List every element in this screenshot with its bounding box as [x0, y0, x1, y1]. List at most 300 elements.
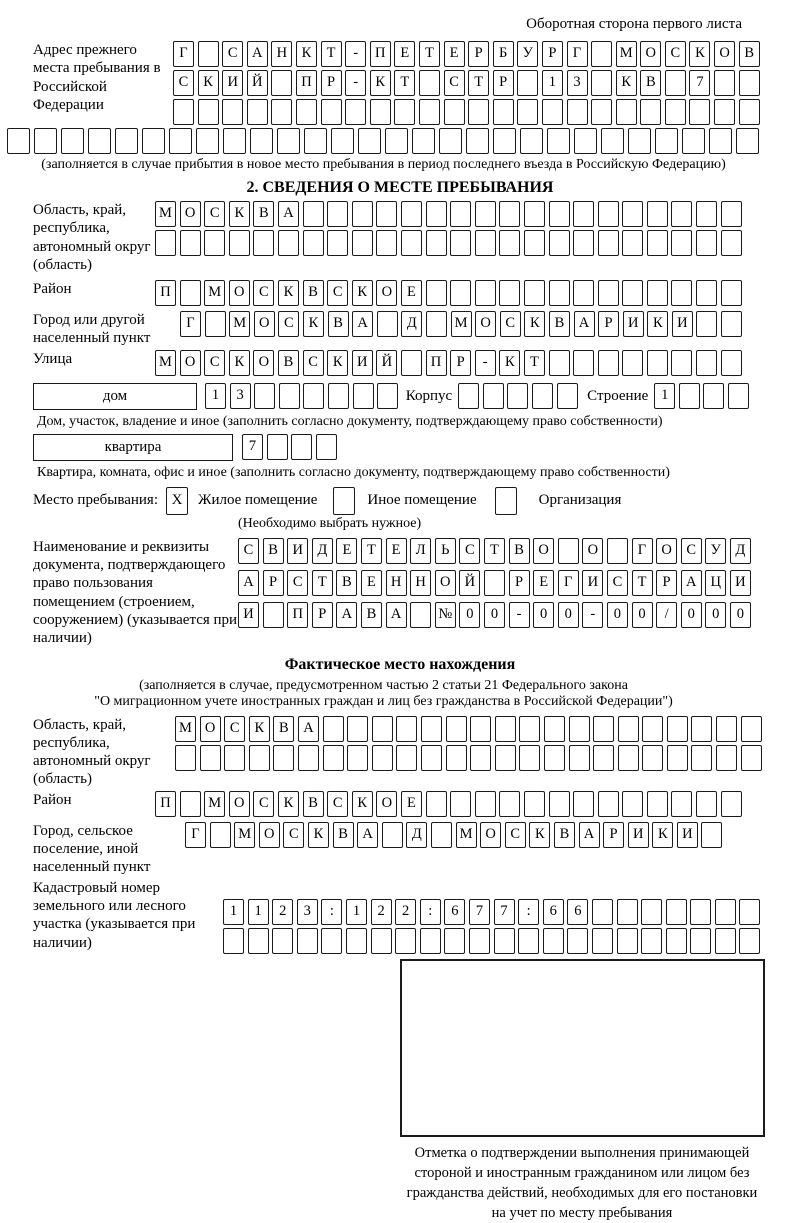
char-cell[interactable]: К — [352, 280, 373, 306]
char-cell[interactable]: С — [681, 538, 702, 564]
char-cell[interactable]: С — [283, 822, 304, 848]
char-cell[interactable]: В — [336, 570, 357, 596]
char-cell[interactable] — [741, 745, 762, 771]
char-cell[interactable]: - — [345, 70, 366, 96]
char-cell[interactable] — [426, 791, 447, 817]
char-cell[interactable]: В — [303, 280, 324, 306]
char-cell[interactable] — [323, 745, 344, 771]
char-cell[interactable]: А — [336, 602, 357, 628]
char-cell[interactable] — [641, 899, 662, 925]
char-cell[interactable] — [739, 928, 760, 954]
char-cell[interactable]: 1 — [654, 383, 675, 409]
char-cell[interactable]: И — [582, 570, 603, 596]
char-cell[interactable]: С — [204, 350, 225, 376]
char-cell[interactable] — [271, 70, 292, 96]
char-cell[interactable] — [655, 128, 678, 154]
char-cell[interactable] — [475, 280, 496, 306]
char-cell[interactable] — [278, 230, 299, 256]
char-cell[interactable]: У — [705, 538, 726, 564]
char-cell[interactable] — [291, 434, 312, 460]
char-cell[interactable]: 1 — [205, 383, 226, 409]
char-cell[interactable]: Г — [185, 822, 206, 848]
char-cell[interactable] — [204, 230, 225, 256]
char-cell[interactable]: И — [730, 570, 751, 596]
char-cell[interactable] — [721, 201, 742, 227]
char-cell[interactable]: 6 — [444, 899, 465, 925]
char-cell[interactable] — [701, 822, 722, 848]
char-cell[interactable] — [7, 128, 30, 154]
char-cell[interactable] — [426, 311, 447, 337]
char-cell[interactable]: А — [278, 201, 299, 227]
char-cell[interactable]: Н — [386, 570, 407, 596]
char-cell[interactable] — [690, 928, 711, 954]
char-cell[interactable]: 0 — [705, 602, 726, 628]
char-cell[interactable]: С — [287, 570, 308, 596]
char-cell[interactable]: Т — [361, 538, 382, 564]
char-cell[interactable] — [671, 791, 692, 817]
char-cell[interactable] — [493, 128, 516, 154]
char-cell[interactable]: Н — [410, 570, 431, 596]
char-cell[interactable] — [483, 383, 504, 409]
checkbox-other-premises[interactable] — [333, 487, 355, 515]
char-cell[interactable]: О — [582, 538, 603, 564]
char-cell[interactable]: Н — [271, 41, 292, 67]
char-cell[interactable] — [376, 201, 397, 227]
char-cell[interactable]: Т — [632, 570, 653, 596]
char-cell[interactable] — [470, 745, 491, 771]
char-cell[interactable] — [709, 128, 732, 154]
char-cell[interactable]: Р — [603, 822, 624, 848]
char-cell[interactable] — [532, 383, 553, 409]
char-cell[interactable] — [475, 201, 496, 227]
char-cell[interactable]: А — [357, 822, 378, 848]
char-cell[interactable] — [569, 745, 590, 771]
char-cell[interactable] — [475, 791, 496, 817]
char-cell[interactable] — [696, 350, 717, 376]
checkbox-residential[interactable]: X — [166, 487, 188, 515]
char-cell[interactable] — [691, 745, 712, 771]
char-cell[interactable] — [622, 201, 643, 227]
char-cell[interactable] — [382, 822, 403, 848]
char-cell[interactable] — [667, 745, 688, 771]
char-cell[interactable] — [524, 791, 545, 817]
char-cell[interactable]: В — [509, 538, 530, 564]
char-cell[interactable]: Д — [312, 538, 333, 564]
char-cell[interactable]: 0 — [533, 602, 554, 628]
char-cell[interactable]: О — [475, 311, 496, 337]
char-cell[interactable] — [421, 745, 442, 771]
char-cell[interactable]: О — [229, 791, 250, 817]
char-cell[interactable] — [573, 230, 594, 256]
char-cell[interactable] — [420, 928, 441, 954]
char-cell[interactable]: Р — [493, 70, 514, 96]
char-cell[interactable]: А — [298, 716, 319, 742]
char-cell[interactable]: К — [370, 70, 391, 96]
char-cell[interactable]: 2 — [395, 899, 416, 925]
char-cell[interactable] — [426, 280, 447, 306]
char-cell[interactable] — [543, 928, 564, 954]
char-cell[interactable] — [484, 570, 505, 596]
char-cell[interactable]: С — [665, 41, 686, 67]
char-cell[interactable]: 1 — [248, 899, 269, 925]
char-cell[interactable]: П — [155, 791, 176, 817]
char-cell[interactable]: 1 — [542, 70, 563, 96]
char-cell[interactable] — [721, 311, 742, 337]
char-cell[interactable] — [347, 745, 368, 771]
char-cell[interactable] — [495, 716, 516, 742]
char-cell[interactable]: В — [273, 716, 294, 742]
char-cell[interactable]: : — [321, 899, 342, 925]
char-cell[interactable]: Р — [468, 41, 489, 67]
char-cell[interactable] — [739, 70, 760, 96]
char-cell[interactable] — [696, 791, 717, 817]
char-cell[interactable]: В — [253, 201, 274, 227]
char-cell[interactable]: К — [652, 822, 673, 848]
char-cell[interactable] — [689, 99, 710, 125]
char-cell[interactable] — [542, 99, 563, 125]
char-cell[interactable]: 6 — [543, 899, 564, 925]
char-cell[interactable] — [696, 311, 717, 337]
char-cell[interactable] — [721, 280, 742, 306]
char-cell[interactable] — [667, 716, 688, 742]
char-cell[interactable] — [327, 201, 348, 227]
char-cell[interactable] — [618, 745, 639, 771]
char-cell[interactable] — [736, 128, 759, 154]
char-cell[interactable]: О — [254, 311, 275, 337]
char-cell[interactable]: Т — [468, 70, 489, 96]
char-cell[interactable] — [88, 128, 111, 154]
char-cell[interactable] — [666, 928, 687, 954]
char-cell[interactable] — [298, 745, 319, 771]
char-cell[interactable]: П — [155, 280, 176, 306]
char-cell[interactable] — [518, 928, 539, 954]
char-cell[interactable]: М — [456, 822, 477, 848]
char-cell[interactable] — [412, 128, 435, 154]
char-cell[interactable] — [358, 128, 381, 154]
char-cell[interactable] — [622, 280, 643, 306]
char-cell[interactable]: Й — [459, 570, 480, 596]
char-cell[interactable] — [544, 745, 565, 771]
char-cell[interactable] — [180, 230, 201, 256]
char-cell[interactable]: М — [204, 791, 225, 817]
char-cell[interactable] — [739, 899, 760, 925]
char-cell[interactable]: - — [345, 41, 366, 67]
char-cell[interactable]: - — [509, 602, 530, 628]
char-cell[interactable]: О — [180, 201, 201, 227]
char-cell[interactable]: К — [308, 822, 329, 848]
char-cell[interactable] — [622, 230, 643, 256]
char-cell[interactable]: Е — [394, 41, 415, 67]
char-cell[interactable] — [250, 128, 273, 154]
char-cell[interactable]: К — [327, 350, 348, 376]
char-cell[interactable]: О — [229, 280, 250, 306]
char-cell[interactable]: Т — [484, 538, 505, 564]
char-cell[interactable]: В — [739, 41, 760, 67]
char-cell[interactable]: Г — [632, 538, 653, 564]
char-cell[interactable] — [229, 230, 250, 256]
char-cell[interactable]: Р — [656, 570, 677, 596]
char-cell[interactable] — [721, 350, 742, 376]
char-cell[interactable] — [331, 128, 354, 154]
char-cell[interactable] — [155, 230, 176, 256]
char-cell[interactable] — [396, 716, 417, 742]
char-cell[interactable] — [395, 928, 416, 954]
char-cell[interactable] — [253, 230, 274, 256]
char-cell[interactable]: О — [435, 570, 456, 596]
char-cell[interactable]: Е — [361, 570, 382, 596]
char-cell[interactable] — [377, 383, 398, 409]
char-cell[interactable]: С — [303, 350, 324, 376]
char-cell[interactable]: С — [224, 716, 245, 742]
char-cell[interactable] — [647, 280, 668, 306]
char-cell[interactable]: В — [278, 350, 299, 376]
char-cell[interactable]: Е — [386, 538, 407, 564]
char-cell[interactable] — [499, 230, 520, 256]
char-cell[interactable] — [517, 70, 538, 96]
char-cell[interactable] — [593, 745, 614, 771]
char-cell[interactable] — [739, 99, 760, 125]
char-cell[interactable] — [591, 41, 612, 67]
char-cell[interactable]: В — [554, 822, 575, 848]
char-cell[interactable]: С — [278, 311, 299, 337]
char-cell[interactable] — [573, 791, 594, 817]
char-cell[interactable] — [401, 201, 422, 227]
char-cell[interactable] — [401, 230, 422, 256]
char-cell[interactable] — [444, 928, 465, 954]
char-cell[interactable] — [210, 822, 231, 848]
char-cell[interactable] — [345, 99, 366, 125]
char-cell[interactable] — [714, 99, 735, 125]
char-cell[interactable]: А — [352, 311, 373, 337]
char-cell[interactable] — [617, 928, 638, 954]
char-cell[interactable] — [470, 716, 491, 742]
char-cell[interactable] — [642, 745, 663, 771]
char-cell[interactable] — [296, 99, 317, 125]
char-cell[interactable]: С — [327, 280, 348, 306]
char-cell[interactable] — [376, 230, 397, 256]
char-cell[interactable] — [592, 928, 613, 954]
char-cell[interactable]: А — [386, 602, 407, 628]
char-cell[interactable]: А — [681, 570, 702, 596]
char-cell[interactable]: 0 — [459, 602, 480, 628]
char-cell[interactable]: 0 — [632, 602, 653, 628]
char-cell[interactable] — [426, 201, 447, 227]
char-cell[interactable]: К — [616, 70, 637, 96]
char-cell[interactable] — [401, 350, 422, 376]
char-cell[interactable] — [617, 899, 638, 925]
char-cell[interactable]: Р — [263, 570, 284, 596]
char-cell[interactable] — [431, 822, 452, 848]
char-cell[interactable] — [450, 201, 471, 227]
char-cell[interactable]: К — [524, 311, 545, 337]
char-cell[interactable] — [714, 70, 735, 96]
char-cell[interactable] — [142, 128, 165, 154]
char-cell[interactable]: Г — [558, 570, 579, 596]
char-cell[interactable] — [607, 538, 628, 564]
char-cell[interactable] — [544, 716, 565, 742]
char-cell[interactable]: В — [328, 311, 349, 337]
char-cell[interactable]: В — [263, 538, 284, 564]
char-cell[interactable]: О — [376, 280, 397, 306]
char-cell[interactable] — [690, 899, 711, 925]
char-cell[interactable] — [616, 99, 637, 125]
char-cell[interactable] — [198, 41, 219, 67]
char-cell[interactable] — [549, 230, 570, 256]
char-cell[interactable]: О — [480, 822, 501, 848]
char-cell[interactable]: К — [296, 41, 317, 67]
char-cell[interactable] — [426, 230, 447, 256]
char-cell[interactable] — [696, 201, 717, 227]
char-cell[interactable]: И — [287, 538, 308, 564]
char-cell[interactable]: 3 — [297, 899, 318, 925]
char-cell[interactable] — [642, 716, 663, 742]
char-cell[interactable] — [721, 230, 742, 256]
char-cell[interactable] — [372, 745, 393, 771]
char-cell[interactable] — [598, 280, 619, 306]
char-cell[interactable]: К — [647, 311, 668, 337]
char-cell[interactable] — [303, 230, 324, 256]
char-cell[interactable]: 3 — [567, 70, 588, 96]
char-cell[interactable]: 0 — [484, 602, 505, 628]
char-cell[interactable]: А — [247, 41, 268, 67]
char-cell[interactable] — [385, 128, 408, 154]
char-cell[interactable]: О — [180, 350, 201, 376]
char-cell[interactable] — [173, 99, 194, 125]
char-cell[interactable]: О — [253, 350, 274, 376]
char-cell[interactable] — [223, 928, 244, 954]
char-cell[interactable]: М — [451, 311, 472, 337]
char-cell[interactable] — [468, 99, 489, 125]
char-cell[interactable] — [272, 928, 293, 954]
char-cell[interactable] — [321, 99, 342, 125]
char-cell[interactable] — [200, 745, 221, 771]
char-cell[interactable] — [647, 791, 668, 817]
char-cell[interactable]: Р — [509, 570, 530, 596]
char-cell[interactable] — [277, 128, 300, 154]
char-cell[interactable]: 6 — [567, 899, 588, 925]
char-cell[interactable]: Г — [567, 41, 588, 67]
char-cell[interactable]: Й — [247, 70, 268, 96]
char-cell[interactable]: Р — [542, 41, 563, 67]
char-cell[interactable]: В — [640, 70, 661, 96]
char-cell[interactable]: О — [714, 41, 735, 67]
char-cell[interactable]: И — [352, 350, 373, 376]
char-cell[interactable] — [421, 716, 442, 742]
char-cell[interactable]: М — [155, 201, 176, 227]
char-cell[interactable]: 0 — [681, 602, 702, 628]
char-cell[interactable]: Д — [406, 822, 427, 848]
char-cell[interactable]: 0 — [730, 602, 751, 628]
char-cell[interactable] — [593, 716, 614, 742]
char-cell[interactable] — [703, 383, 724, 409]
char-cell[interactable] — [198, 99, 219, 125]
char-cell[interactable] — [346, 928, 367, 954]
char-cell[interactable] — [271, 99, 292, 125]
char-cell[interactable]: Т — [419, 41, 440, 67]
char-cell[interactable]: С — [327, 791, 348, 817]
char-cell[interactable]: Т — [524, 350, 545, 376]
char-cell[interactable]: О — [259, 822, 280, 848]
char-cell[interactable] — [247, 99, 268, 125]
char-cell[interactable]: О — [656, 538, 677, 564]
char-cell[interactable]: 7 — [494, 899, 515, 925]
char-cell[interactable] — [475, 230, 496, 256]
char-cell[interactable]: С — [222, 41, 243, 67]
char-cell[interactable]: В — [333, 822, 354, 848]
char-cell[interactable] — [458, 383, 479, 409]
char-cell[interactable]: Г — [173, 41, 194, 67]
char-cell[interactable]: № — [435, 602, 456, 628]
char-cell[interactable] — [671, 201, 692, 227]
char-cell[interactable] — [304, 128, 327, 154]
char-cell[interactable]: Л — [410, 538, 431, 564]
char-cell[interactable] — [618, 716, 639, 742]
char-cell[interactable] — [647, 350, 668, 376]
char-cell[interactable] — [671, 280, 692, 306]
char-cell[interactable] — [394, 99, 415, 125]
char-cell[interactable] — [446, 716, 467, 742]
char-cell[interactable] — [524, 201, 545, 227]
char-cell[interactable]: К — [249, 716, 270, 742]
char-cell[interactable] — [696, 230, 717, 256]
char-cell[interactable] — [499, 280, 520, 306]
char-cell[interactable]: И — [672, 311, 693, 337]
char-cell[interactable]: П — [296, 70, 317, 96]
char-cell[interactable]: М — [234, 822, 255, 848]
char-cell[interactable] — [450, 791, 471, 817]
char-cell[interactable] — [557, 383, 578, 409]
char-cell[interactable] — [494, 928, 515, 954]
char-cell[interactable]: Б — [493, 41, 514, 67]
apartment-type-box[interactable]: квартира — [33, 434, 233, 461]
char-cell[interactable] — [728, 383, 749, 409]
char-cell[interactable]: К — [499, 350, 520, 376]
char-cell[interactable]: Д — [730, 538, 751, 564]
char-cell[interactable] — [671, 230, 692, 256]
char-cell[interactable] — [547, 128, 570, 154]
char-cell[interactable]: Т — [312, 570, 333, 596]
char-cell[interactable]: Р — [312, 602, 333, 628]
char-cell[interactable]: С — [253, 791, 274, 817]
char-cell[interactable] — [396, 745, 417, 771]
char-cell[interactable] — [469, 928, 490, 954]
char-cell[interactable]: С — [444, 70, 465, 96]
char-cell[interactable] — [419, 70, 440, 96]
char-cell[interactable]: Е — [401, 791, 422, 817]
char-cell[interactable] — [419, 99, 440, 125]
char-cell[interactable] — [254, 383, 275, 409]
char-cell[interactable]: К — [278, 791, 299, 817]
char-cell[interactable] — [377, 311, 398, 337]
char-cell[interactable]: 1 — [346, 899, 367, 925]
char-cell[interactable]: М — [204, 280, 225, 306]
char-cell[interactable] — [223, 128, 246, 154]
char-cell[interactable] — [574, 128, 597, 154]
char-cell[interactable] — [665, 99, 686, 125]
char-cell[interactable] — [598, 201, 619, 227]
char-cell[interactable] — [205, 311, 226, 337]
char-cell[interactable]: У — [517, 41, 538, 67]
char-cell[interactable] — [180, 280, 201, 306]
char-cell[interactable] — [499, 201, 520, 227]
char-cell[interactable] — [444, 99, 465, 125]
char-cell[interactable] — [263, 602, 284, 628]
char-cell[interactable]: Ц — [705, 570, 726, 596]
char-cell[interactable]: А — [574, 311, 595, 337]
char-cell[interactable]: 2 — [272, 899, 293, 925]
char-cell[interactable]: В — [303, 791, 324, 817]
char-cell[interactable]: Т — [321, 41, 342, 67]
